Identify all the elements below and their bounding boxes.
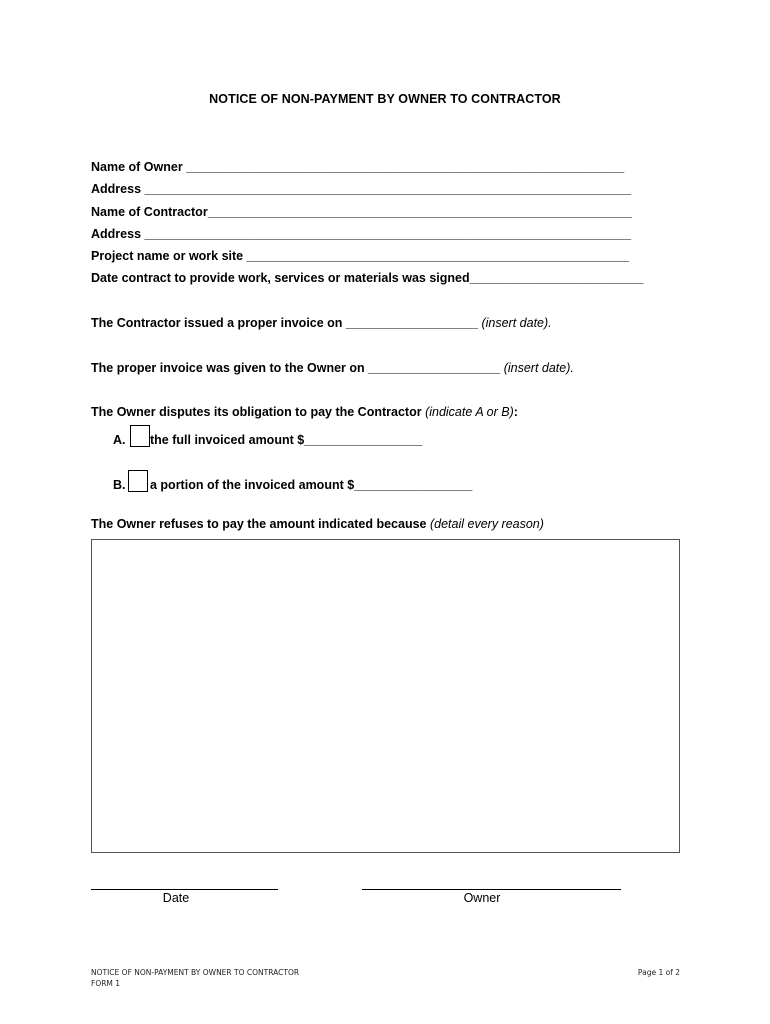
invoice-given-statement[interactable] — [91, 361, 574, 375]
statement-text: The Owner disputes its obligation to pay the Contractor — [91, 405, 426, 419]
option-a-checkbox[interactable] — [130, 425, 150, 447]
field-blank[interactable]: _______________________________________________________________ — [186, 160, 625, 174]
invoice-issued-statement[interactable] — [91, 316, 552, 330]
statement-note: (insert date). — [481, 316, 552, 330]
statement-note: (insert date). — [503, 361, 574, 375]
owner-signature-line[interactable] — [362, 889, 621, 890]
dispute-statement — [91, 405, 518, 419]
field-blank[interactable]: _______________________________________________________ — [246, 249, 629, 263]
statement-note: (indicate A or B) — [425, 405, 514, 419]
field-label: Project name or work site — [91, 249, 247, 263]
field-owner-name[interactable] — [91, 160, 674, 174]
statement-text: The Owner refuses to pay the amount indicated because — [91, 517, 430, 531]
field-label: Address — [91, 182, 145, 196]
field-label: Date contract to provide work, services or materials was signed — [91, 271, 470, 285]
field-contractor-address[interactable] — [91, 227, 674, 241]
field-owner-address[interactable] — [91, 182, 674, 196]
field-project-site[interactable] — [91, 249, 674, 263]
field-contract-date[interactable] — [91, 271, 674, 285]
owner-label: Owner — [463, 891, 501, 905]
option-a-letter: A. — [113, 433, 126, 447]
statement-tail: : — [513, 405, 518, 419]
page-title: NOTICE OF NON-PAYMENT BY OWNER TO CONTRACTOR — [209, 92, 561, 106]
footer-form-title: NOTICE OF NON-PAYMENT BY OWNER TO CONTRACTOR — [91, 968, 300, 977]
field-label: Address — [91, 227, 145, 241]
field-blank[interactable]: ______________________________________________________________________ — [144, 227, 632, 241]
field-blank[interactable]: ______________________________________________________________________ — [144, 182, 632, 196]
option-b-checkbox[interactable] — [128, 470, 148, 492]
date-signature-line[interactable] — [91, 889, 278, 890]
field-contractor-name[interactable] — [91, 205, 674, 219]
refuse-statement — [91, 517, 544, 531]
field-blank[interactable]: _________________________ — [469, 271, 644, 285]
statement-note: (detail every reason) — [429, 517, 544, 531]
option-b-text[interactable]: a portion of the invoiced amount $_________________ — [150, 478, 473, 492]
field-label: Name of Owner — [91, 160, 187, 174]
field-blank[interactable]: _____________________________________________________________ — [207, 205, 632, 219]
statement-text: The proper invoice was given to the Owner on ___________________ — [91, 361, 504, 375]
statement-text: The Contractor issued a proper invoice on ___________________ — [91, 316, 482, 330]
option-a-text[interactable]: the full invoiced amount $_________________ — [150, 433, 423, 447]
date-label: Date — [162, 891, 190, 905]
reason-textarea[interactable] — [91, 539, 680, 853]
footer-page-number: Page 1 of 2 — [637, 968, 680, 977]
footer-form-number: FORM 1 — [91, 979, 121, 988]
field-label: Name of Contractor — [91, 205, 208, 219]
option-b-letter: B. — [113, 478, 126, 492]
